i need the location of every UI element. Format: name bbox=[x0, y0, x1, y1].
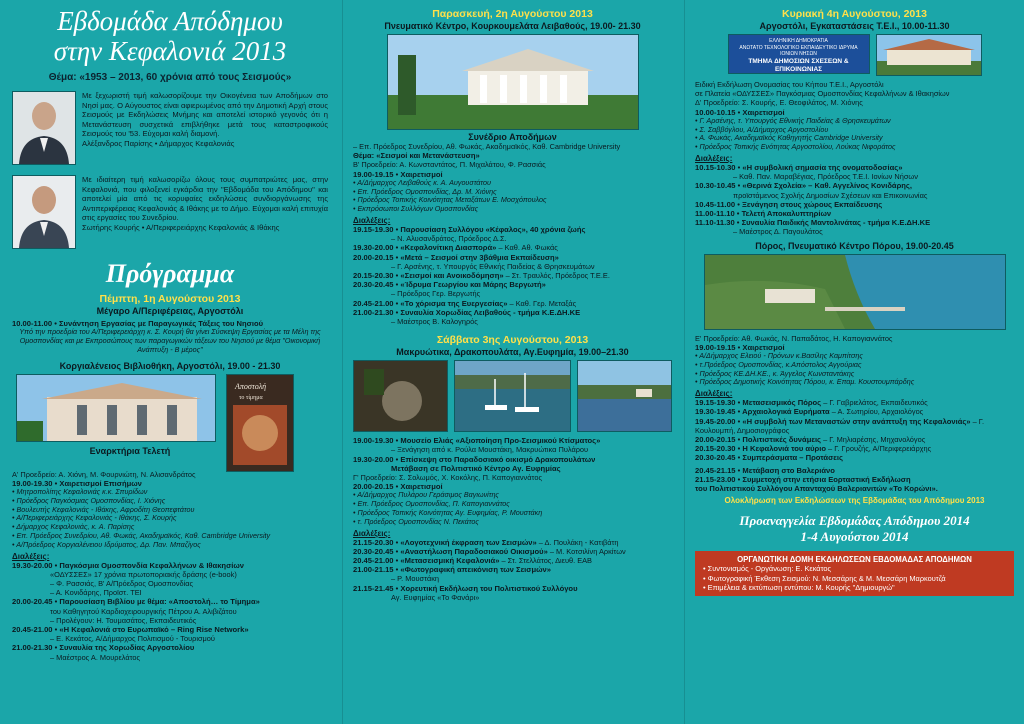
poros-presidium: Ε' Προεδρείο: Αθ. Φωκάς, Ν. Παπαδάτος, Η. Καπογιαννάτος bbox=[695, 333, 893, 343]
svg-text:Αποστολή: Αποστολή bbox=[235, 381, 267, 391]
poros-final-event: 21.15-23.00 • Συμμετοχή στην ετήσια Εορταστική Εκδήλωση bbox=[695, 474, 911, 484]
organizing-item: • Επιμέλεια & εκτύπωση εντύπου: Μ. Κουρής "Δημιουργώ" bbox=[703, 582, 895, 592]
friday-greeter: • Πρόεδρος Τοπικής Κοινότητας Μεταξάτων Ε. Μοσχόπουλος bbox=[353, 195, 547, 205]
thursday-greetings: 19.00-19.30 • Χαιρετισμοί Επισήμων bbox=[12, 478, 142, 488]
poros-place: Πόρος, Πνευματικό Κέντρο Πόρου, 19.00-20.45 bbox=[755, 240, 954, 251]
organizing-title: ΟΡΓΑΝΩΤΙΚΗ ΔΟΜΗ ΕΚΔΗΛΩΣΕΩΝ ΕΒΔΟΜΑΔΑΣ ΑΠΟΔΗΜΩΝ bbox=[737, 555, 972, 565]
saturday-greetings: 20.00-20.15 • Χαιρετισμοί bbox=[353, 482, 443, 492]
organizing-box bbox=[695, 551, 1014, 596]
sunday-greeters bbox=[695, 117, 1014, 152]
thursday-event: 20.45-21.00 • «Η Κεφαλονιά στο Ευρωπαϊκό – Ring Rise Network» bbox=[12, 625, 249, 634]
saturday-event-detail: Μετάβαση σε Πολιτιστικό Κέντρο Αγ. Ευφημίας bbox=[391, 463, 561, 473]
saturday-lecture-speaker: – Μ. Κοτσιλίνη Αρκίτων bbox=[549, 546, 626, 556]
friday-lecture: 21.00-21.30 • Συναυλία Χορωδίας Λειβαθούς - τμήμα Κ.Ε.ΔΗ.ΚΕ bbox=[353, 307, 581, 317]
friday-lecture: 20.15-20.30 • «Σεισμοί και Ανοικοδόμηση» bbox=[353, 271, 504, 281]
poros-lecture: 20.15-20.30 • Η Κεφαλονιά του αύριο bbox=[695, 444, 826, 454]
sunday-lecture: 10.45-11.00 • Ξενάγηση στους χώρους Εκπαίδευσης bbox=[695, 199, 883, 209]
tei-sign-line: ΙΟΝΙΩΝ ΝΗΣΩΝ bbox=[780, 51, 817, 57]
thursday-event-detail: – Μαέστρος Α. Μουρελάτος bbox=[50, 652, 141, 662]
saturday-greeter: • Α/Δήμαρχος Πυλάρου Γεράσιμος Βαγιωνίτης bbox=[353, 490, 499, 500]
saturday-lecture-speaker: – Στ. Στελλάτος, Διευθ. ΕΑΒ bbox=[501, 556, 592, 566]
poros-lecture-speaker: – Γ. Κουλουμπή, Δημοσιογράφος bbox=[695, 416, 985, 435]
saturday-lectures-heading: Διαλέξεις: bbox=[353, 528, 391, 538]
organizing-item: • Φωτογραφική Έκθεση Σεισμού: Ν. Μεσσάρης & Μ. Μεσσάρη Μαρκουτζά bbox=[703, 573, 946, 583]
sunday-place: Αργοστόλι, Εγκαταστάσεις Τ.Ε.Ι., 10.00-11.30 bbox=[759, 21, 950, 31]
saturday-place: Μακρυώτικα, Δρακοπουλάτα, Αγ.Ευφημία, 19.00–21.30 bbox=[396, 347, 629, 358]
village-photo bbox=[577, 360, 672, 432]
saturday-greeters bbox=[353, 491, 672, 526]
friday-greetings: 19.00-19.15 • Χαιρετισμοί bbox=[353, 169, 443, 179]
tei-sign-line: ΑΝΩΤΑΤΟ ΤΕΧΝΟΛΟΓΙΚΟ ΕΚΠΑΙΔΕΥΤΙΚΟ ΙΔΡΥΜΑ bbox=[739, 44, 858, 51]
poros-photo bbox=[704, 254, 1006, 330]
friday-greeter: • Επ. Πρόεδρος Ομοσπονδίας, Δρ. Μ. Χιόνης bbox=[353, 186, 497, 196]
poros-greeter: • Α/Δήμαρχος Ελειού - Πρόνων κ.Βασίλης Καμπίτσης bbox=[695, 351, 863, 361]
column-right bbox=[684, 0, 1024, 724]
column-middle bbox=[342, 0, 682, 724]
sunday-lecture: 10.15-10.30 • «Η συμβολική σημασία της ονοματοδοσίας» bbox=[695, 163, 903, 172]
svg-text:το τίμημα: το τίμημα bbox=[239, 394, 263, 401]
thursday-greeter: • Βουλευτής Κεφαλονιάς - Ιθάκης, Αφροδίτη Θεοπεφτάτου bbox=[12, 504, 195, 514]
friday-lecture-speaker: – Καθ. Γερ. Μεταξάς bbox=[509, 298, 577, 308]
friday-greeters bbox=[353, 179, 672, 214]
sunday-heading: Κυριακή 4η Αυγούστου, 2013 bbox=[782, 8, 927, 20]
library-photo bbox=[16, 374, 216, 442]
friday-conf-president: – Επ. Πρόεδρος Συνεδρίου, Αθ. Φωκάς, Ακαδημαϊκός, Καθ. Cambridge University bbox=[353, 142, 621, 151]
preannouncement bbox=[695, 513, 1014, 545]
tei-sign bbox=[728, 34, 870, 74]
saturday-lecture: 21.00-21.15 • «Φωτογραφική απεικόνιση των Σεισμών» bbox=[353, 565, 551, 575]
sunday-images bbox=[695, 34, 1014, 76]
program-heading: Πρόγραμμα bbox=[105, 259, 235, 288]
thursday-event-detail: – Ε. Κεκάτος, Α/Δήμαρχος Πολιτισμού - Τουρισμού bbox=[50, 634, 215, 644]
thursday-presidium: Α' Προεδρείο: Α. Χιόνη, Μ. Φουρνιώτη, Ν. Αλισανδράτος bbox=[12, 469, 196, 479]
saturday-lecture: 21.15-21.45 • Χορευτική Εκδήλωση του Πολιτιστικού Συλλόγου bbox=[353, 583, 578, 593]
tei-building-photo bbox=[876, 34, 982, 76]
thursday-greeter: • Επ. Πρόεδρος Συνεδρίου, Αθ. Φωκάς, Ακαδημαϊκός, Καθ. Cambridge University bbox=[12, 530, 271, 540]
sunday-lecture: 11.00-11.10 • Τελετή Αποκαλυπτηρίων bbox=[695, 209, 832, 219]
theme-line: Θέμα: «1953 – 2013, 60 χρόνια από τους Σεισμούς» bbox=[48, 72, 292, 83]
friday-lecture-speaker: – Ν. Αλυσανδράτος, Πρόεδρος Δ.Σ. bbox=[391, 234, 507, 244]
poros-greeter: • Πρόεδρος Δημοτικής Κοινότητας Πόρου, κ. Επαμ. Κουστουμπάρδης bbox=[695, 377, 915, 387]
opening-ceremony: Εναρκτήρια Τελετή bbox=[89, 445, 171, 456]
friday-venue-photo bbox=[387, 34, 639, 130]
vice-governor-photo bbox=[12, 175, 76, 249]
thursday-event-detail: του Καθηγητού Καρδιοχειρουργικής Πέτρου Α. Αλιβιζάτου bbox=[50, 606, 237, 616]
thursday-event: 20.00-20.45 • Παρουσίαση Βιβλίου με θέμα: «Αποστολή… το Τίμημα» bbox=[12, 597, 260, 607]
friday-lectures-heading: Διαλέξεις: bbox=[353, 216, 391, 225]
poros-lectures-heading: Διαλέξεις: bbox=[695, 389, 733, 399]
sunday-lecture-detail: – Καθ. Παν. Μαραβέγιας, Πρόεδρος Τ.Ε.Ι. Ιονίων Νήσων bbox=[733, 172, 918, 182]
saturday-greeter: • τ. Πρόεδρος Ομοσπονδίας Ν. Πεκάτος bbox=[353, 516, 479, 526]
sunday-lecture-detail: προϊστάμενος Σχολής Δημοσίων Σχέσεων και Επικοινωνίας bbox=[733, 190, 928, 200]
saturday-heading: Σάββατο 3ης Αυγούστου, 2013 bbox=[436, 334, 589, 347]
sunday-greeter: • Α. Φωκάς, Ακαδημαϊκός Καθηγητής Cambridge University bbox=[695, 133, 883, 143]
friday-lecture-speaker: – Γ. Αρσένης, τ. Υπουργός Εθνικής Παιδείας & Θρησκευμάτων bbox=[391, 261, 595, 271]
greeting-mayor bbox=[12, 91, 328, 165]
greeting-vice-governor-sign: Σωτήρης Κουρής • Α/Περιφερειάρχης Κεφαλονιάς & Ιθάκης bbox=[82, 222, 280, 232]
thursday-event-detail: – Α. Κονιδάρης, Προϊστ. ΤΕΙ bbox=[50, 588, 142, 598]
poros-final-event: του Πολιτιστικού Συλλόγου Απανταχού Βαλεριανιτών «Το Κορώνι». bbox=[695, 484, 938, 494]
thursday-greeter: • Δήμαρχος Κεφαλονιάς, κ. Α. Παρίσης bbox=[12, 522, 135, 532]
friday-lecture-speaker: – Στ. Τραυλός, Πρόεδρος Τ.Ε.Ε. bbox=[505, 271, 610, 281]
friday-place: Πνευματικό Κέντρο, Κουρκουμελάτα Λειβαθούς, 19.00- 21.30 bbox=[384, 21, 641, 31]
conference-title: Συνέδριο Αποδήμων bbox=[468, 132, 557, 142]
thursday-images bbox=[16, 374, 328, 472]
book-cover bbox=[226, 374, 294, 472]
sunday-intro: Ειδική Εκδήλωση Ονομασίας του Κήπου Τ.Ε.Ι., Αργοστόλι bbox=[695, 80, 884, 89]
saturday-lecture-speaker: Αγ. Ευφημίας «Το Φανάρι» bbox=[391, 592, 480, 602]
main-title-line1: Εβδομάδα Απόδημου bbox=[57, 6, 283, 36]
saturday-presidium: Γ' Προεδρείο: Σ. Σολωμός, Χ. Κοκόλης, Π. Καπογιαννάτος bbox=[353, 473, 543, 483]
poros-lecture-speaker: – Γ. Γαβριελάτος, Εκπαιδευτικός bbox=[823, 398, 928, 408]
greeting-vice-governor-text: Με ιδιαίτερη τιμή καλωσορίζω όλους τους συμπατριώτες μας, στην Κεφαλονιά, που φιλοξενεί εγκάρδια την "Εβδομάδα του Απόδημου" και αποτελεί μία από τις κορυφαίες εκδηλώσεις συνδιοργάνωσης της Αντιπεριφέρειας Κεφαλονιάς & Ιθάκης με το Δήμο. Εύχομαι καλή επιτυχία στις εργασίες του Συνεδρίου. bbox=[82, 175, 328, 223]
poros-greetings: 19.00-19.15 • Χαιρετισμοί bbox=[695, 342, 785, 352]
greeting-mayor-text: Με ξεχωριστή τιμή καλωσορίζουμε την Οικογένεια των Αποδήμων στο Νησί μας. Ο Αύγουστος είναι αφιερωμένος από την Δημοτική Αρχή στους Σεισμούς με Εκδηλώσεις Μνήμης και αποτελεί ιστορικό γεγονός ότι η Μετανάστευση συσχετικά επιβλήθηκε μετά τους καταστροφικούς Σεισμούς του '53. Εύχομαι καλή διαμονή. bbox=[82, 91, 328, 139]
thursday-event-detail: «ΟΔΥΣΣΕΣ» 17 χρόνια πρωτοποριακής δράσης (e-book) bbox=[50, 569, 237, 579]
poros-lecture: 19.45-20.00 • «Η συμβολή των Μεταναστών στην ανάπτυξη της Κεφαλονιάς» bbox=[695, 416, 971, 426]
saturday-lecture: 20.45-21.00 • «Μετασεισμική Κεφαλονιά» bbox=[353, 556, 500, 566]
saturday-event: 19.30-20.00 • Επίσκεψη στο Παραδοσιακό οικισμό Δρακοπουλάτων bbox=[353, 454, 596, 464]
saturday-greeter: • Πρόεδρος Τοπικής Κοινότητας Αγ. Ευφημίας, Ρ. Μουστάκη bbox=[353, 508, 543, 518]
greeting-mayor-sign: Αλέξανδρος Παρίσης • Δήμαρχος Κεφαλονιάς bbox=[82, 138, 235, 148]
thursday-event-detail: – Φ. Ρασσιάς, Β' Α/Πρόεδρος Ομοσπονδίας bbox=[50, 578, 194, 588]
saturday-lecture-speaker: – Δ. Πουλάκη - Κατιβάτη bbox=[538, 537, 619, 547]
tei-sign-title: ΤΜΗΜΑ ΔΗΜΟΣΙΩΝ ΣΧΕΣΕΩΝ & ΕΠΙΚΟΙΝΩΝΙΑΣ bbox=[748, 57, 849, 73]
saturday-images bbox=[353, 360, 672, 432]
friday-lecture: 19.30-20.00 • «Κεφαλονίτικη Διασπορά» bbox=[353, 243, 497, 253]
saturday-lecture: 20.30-20.45 • «Αναστήλωση Παραδοσιακού Οικισμού» bbox=[353, 546, 548, 556]
friday-lectures bbox=[353, 225, 672, 326]
poros-lecture-speaker: – Γ. Γρουζής, Α/Περιφερειάρχης bbox=[828, 444, 932, 454]
poros-greeter: • Πρόεδρος ΚΕ.ΔΗ.ΚΕ., κ. Άγγελος Κωνσταντάκης bbox=[695, 368, 855, 378]
poros-final-event: 20.45-21.15 • Μετάβαση στο Βαλεριάνο bbox=[695, 465, 835, 475]
sunday-lecture-detail: – Μαέστρος Δ. Παγουλάτος bbox=[733, 227, 823, 237]
thursday-heading: Πέμπτη, 1η Αυγούστου 2013 bbox=[99, 293, 241, 305]
sunday-presidium: Δ' Προεδρείο: Σ. Κουρής, Ε. Θεοφιλάτος, Μ. Χιόνης bbox=[695, 98, 863, 108]
friday-lecture-speaker: – Πρόεδρος Γερ. Βεργωτής bbox=[391, 289, 481, 299]
thursday-greeter: • Α/Πρόεδρος Κοργιαλένειου Ιδρύματος, Δρ. Παν. Μπαζίγος bbox=[12, 539, 201, 549]
thursday-event: 19.30-20.00 • Παγκόσμια Ομοσπονδία Κεφαλλήνων & Ιθακησίων bbox=[12, 560, 245, 570]
thursday-line1: 10.00-11.00 • Συνάντηση Εργασίας με Παραγωγικές Τάξεις του Νησιού bbox=[12, 319, 264, 328]
poros-lecture: 19.15-19.30 • Μετασεισμικός Πόρος bbox=[695, 398, 822, 408]
poros-lecture: 20.30-20.45 • Συμπεράσματα – Προτάσεις bbox=[695, 453, 843, 463]
friday-lecture: 19.15-19.30 • Παρουσίαση Συλλόγου «Κέφαλος», 40 χρόνια ζωής bbox=[353, 225, 586, 234]
thursday-greeter: • Πρόεδρος Παγκόσμιας Ομοσπονδίας, Ι. Χιόνης bbox=[12, 495, 166, 505]
poros-lecture-speaker: – Α. Σωτηρίου, Αρχαιολόγος bbox=[831, 407, 924, 417]
preannouncement-title: Προαναγγελία Εβδομάδας Απόδημου 2014 bbox=[739, 513, 970, 529]
preannouncement-dates: 1-4 Αυγούστου 2014 bbox=[800, 529, 909, 545]
thursday-event: 21.00-21.30 • Συναυλία της Χορωδίας Αργοστολίου bbox=[12, 643, 195, 653]
friday-lecture: 20.45-21.00 • «Το χόρισμα της Ευεργεσίας» bbox=[353, 298, 508, 308]
sunday-greeter: • Πρόεδρος Τοπικής Ενότητας Αργοστολίου, Λούκας Νιφοράτος bbox=[695, 142, 896, 152]
thursday-lectures-heading: Διαλέξεις: bbox=[12, 551, 50, 561]
organizing-item: • Συντονισμός - Οργάνωση: Ε. Κεκάτος bbox=[703, 564, 832, 574]
thursday-event-detail: – Προλέγουν: Η. Τουμασάτος, Εκπαιδευτικός bbox=[50, 615, 197, 625]
thursday-place2: Κοργιαλένειος Βιβλιοθήκη, Αργοστόλι, 19.00 - 21.30 bbox=[59, 360, 281, 371]
saturday-lecture-speaker: – Ρ. Μουστάκη bbox=[391, 574, 440, 584]
sunday-greeter: • Γ. Αρσένης, τ. Υπουργός Εθνικής Παιδείας & Θρησκευμάτων bbox=[695, 115, 891, 125]
main-title-line2: στην Κεφαλονιά 2013 bbox=[53, 36, 287, 66]
closing-note: Ολοκλήρωση των Εκδηλώσεων της Εβδομάδας του Απόδημου 2013 bbox=[724, 496, 985, 506]
friday-lecture-speaker: – Καθ. Αθ. Φωκάς bbox=[498, 243, 558, 253]
friday-theme: Θέμα: «Σεισμοί και Μετανάστευση» bbox=[353, 151, 480, 161]
thursday-greeters bbox=[12, 488, 328, 550]
friday-lecture-speaker: – Μαέστρος Β. Καλογηρός bbox=[391, 317, 478, 327]
main-title bbox=[12, 6, 328, 66]
friday-greeter: • Εκπρόσωποι Συλλόγων Ομοσπονδίας bbox=[353, 204, 479, 214]
thursday-meeting-desc: Υπό την προεδρία του Α/Περιφερειάρχη κ. Σ. Κουρή θα γίνει Σύσκεψη Εργασίας με τα Μέλη της Ομοσπονδίας και με Εκπροσώπους των παραγωγικών τάξεων του Νησιού με θέμα "Οικονομική Ανάπτυξη - Β μέρος" bbox=[19, 327, 321, 354]
sunday-lectures-heading: Διαλέξεις: bbox=[695, 154, 733, 163]
saturday-greeter: • Επ. Πρόεδρος Ομοσπονδίας, Π. Καπογιαννάτος bbox=[353, 499, 510, 509]
sunday-lecture: 11.10-11.30 • Συναυλία Παιδικής Μαντολινάτας - τμήμα Κ.Ε.ΔΗ.ΚΕ bbox=[695, 218, 931, 228]
harbour-photo bbox=[454, 360, 572, 432]
poros-lecture-speaker: – Γ. Μηλιαρέσης, Μηχανολόγος bbox=[823, 435, 926, 445]
thursday-place: Μέγαρο Α/Περιφέρειας, Αργοστόλι bbox=[96, 306, 244, 316]
friday-greeter: • Α/Δήμαρχος Λειβαθούς κ. Α. Αυγουστάτου bbox=[353, 177, 491, 187]
saturday-event: 19.00-19.30 • Μουσείο Ελιάς «Αξιοποίηση Προ-Σεισμικού Κτίσματος» bbox=[353, 436, 601, 446]
poros-lecture: 20.00-20.15 • Πολιτιστικές δυνάμεις bbox=[695, 435, 822, 445]
sunday-greeter: • Σ. Σαββόγλου, Α/Δήμαρχος Αργοστολίου bbox=[695, 124, 829, 134]
saturday-lecture: 21.15-20.30 • «Λογοτεχνική έκφραση των Σεισμών» bbox=[353, 537, 537, 547]
poros-greeter: • τ.Πρόεδρος Ομοσπονδίας, κ.Απόστολος Αγγούριας bbox=[695, 359, 862, 369]
poros-lecture: 19.30-19.45 • Αρχαιολογικά Ευρήματα bbox=[695, 407, 830, 417]
friday-lecture: 20.30-20.45 • «Ίδρυμα Γεωργίου και Μάρης Βεργωτή» bbox=[353, 280, 546, 290]
friday-heading: Παρασκευή, 2η Αυγούστου 2013 bbox=[432, 8, 593, 20]
tei-sign-line: ΕΛΛΗΝΙΚΗ ΔΗΜΟΚΡΑΤΙΑ bbox=[769, 38, 828, 44]
friday-presidium: Β' Προεδρείο: Α. Κωνσταντάτος, Π. Μιχαλάτου, Φ. Ρασσιάς bbox=[353, 160, 546, 170]
sunday-greetings: 10.00-10.15 • Χαιρετισμοί bbox=[695, 107, 785, 117]
greeting-vice-governor bbox=[12, 175, 328, 249]
thursday-greeter: • Μητροπολίτης Κεφαλονιάς κ.κ. Σπυρίδων bbox=[12, 487, 148, 496]
sunday-intro: σε Πλατεία «ΟΔΥΣΣΕΣ» Παγκόσμιας Ομοσπονδίας Κεφαλλήνων & Ιθακησίων bbox=[695, 89, 950, 99]
thursday-greeter: • Α/Περιφερειάρχης Κεφαλονιάς - Ιθάκης, Σ. Κουρής bbox=[12, 513, 177, 523]
olive-museum-photo bbox=[353, 360, 448, 432]
friday-lecture: 20.00-20.15 • «Μετά – Σεισμοί στην 3βάθμια Εκπαίδευση» bbox=[353, 252, 559, 262]
saturday-event-detail: – Ξενάγηση από κ. Ρούλα Μουστάκη, Μακρυώτικα Πυλάρου bbox=[391, 445, 589, 455]
mayor-photo bbox=[12, 91, 76, 165]
column-left bbox=[0, 0, 340, 724]
sunday-lecture: 10.30-10.45 • «Θερινά Σχολεία» – Καθ. Αγγελίνος Κονιδάρης, bbox=[695, 181, 912, 191]
poros-greeters bbox=[695, 352, 1014, 387]
